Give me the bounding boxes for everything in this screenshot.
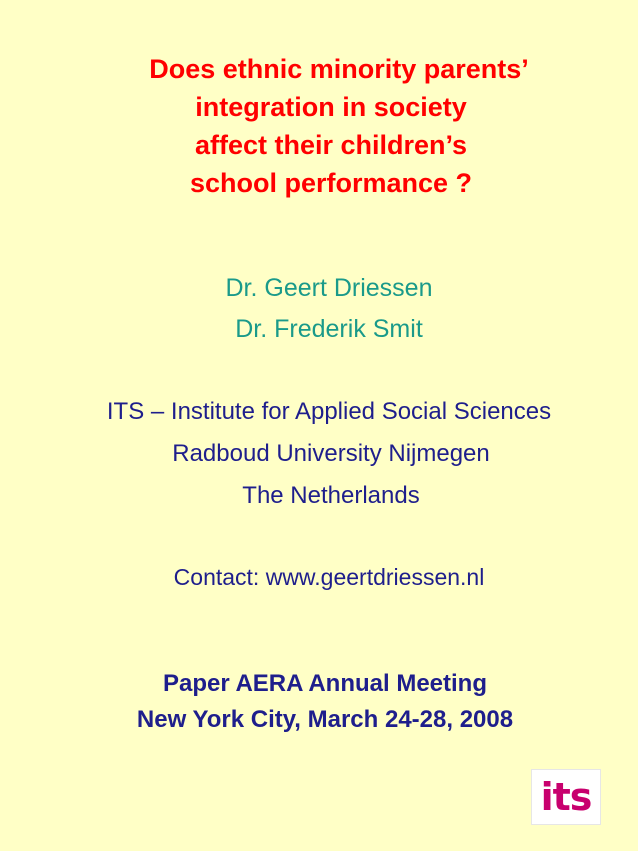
title-line-1: Does ethnic minority parents’ [149,54,529,84]
its-logo-text: its [540,775,592,819]
conference-line-2: New York City, March 24-28, 2008 [136,706,514,733]
title-line-3: affect their children’s [194,130,468,160]
institution-line-2: Radboud University Nijmegen [172,440,490,467]
its-logo [531,769,601,825]
contact-line: Contact: www.geertdriessen.nl [173,564,485,590]
conference-line-1: Paper AERA Annual Meeting [162,670,488,697]
title-line-4: school performance ? [189,168,473,198]
author-2: Dr. Frederik Smit [235,315,423,343]
title-line-2: integration in society [195,92,467,122]
institution-line-3: The Netherlands [242,482,420,509]
institution-line-1: ITS – Institute for Applied Social Sciences [106,398,552,425]
author-1: Dr. Geert Driessen [225,274,433,302]
